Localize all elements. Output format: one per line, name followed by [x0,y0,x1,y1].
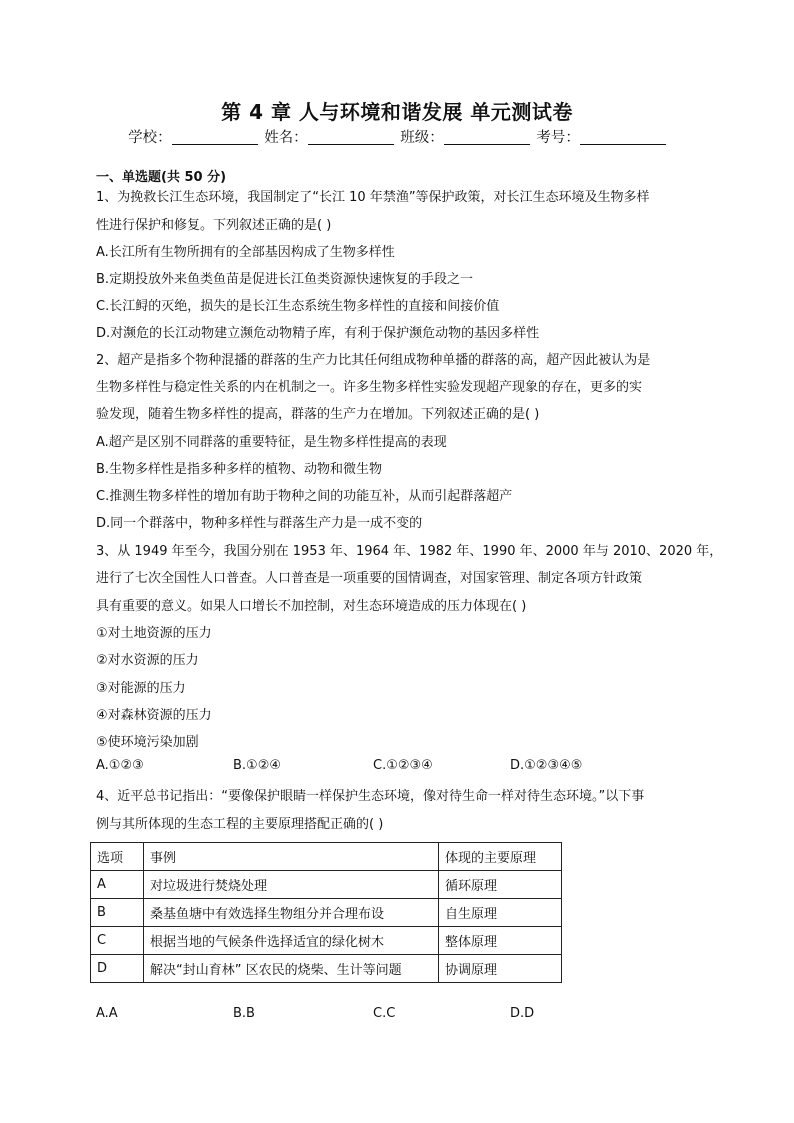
q1-stem-line: 性进行保护和修复。下列叙述正确的是( ) [96,218,332,233]
q3-stem-line: 进行了七次全国性人口普查。人口普查是一项重要的国情调查，对国家管理、制定各项方针政策 [96,571,643,586]
table-cell: D [91,955,144,983]
q3-stem-line: 3、从 1949 年至今，我国分别在 1953 年、1964 年、1982 年、1990 年、2000 年与 2010、2020 年， [96,544,723,559]
table-cell: 解决“封山育林” 区农民的烧柴、生计等问题 [144,955,439,983]
q2-option-c: C.推测生物多样性的增加有助于物种之间的功能互补，从而引起群落超产 [96,489,513,504]
q2-stem-line: 验发现，随着生物多样性的提高，群落的生产力在增加。下列叙述正确的是( ) [96,407,540,422]
table-cell: 桑基鱼塘中有效选择生物组分并合理布设 [144,899,439,927]
q2-stem-line: 生物多样性与稳定性关系的内在机制之一。许多生物多样性实验发现超产现象的存在，更多的实 [96,380,643,395]
table-row [91,927,562,955]
q3-item: ②对水资源的压力 [96,653,199,668]
q3-option-d: D.①②③④⑤ [510,758,583,773]
q2-option-d: D.同一个群落中，物种多样性与群落生产力是一成不变的 [96,516,423,531]
table-row [91,871,562,899]
q3-item: ③对能源的压力 [96,681,186,696]
q1-option-c: C.长江鲟的灭绝，损失的是长江生态系统生物多样性的直接和间接价值 [96,299,500,314]
q2-stem-line: 2、超产是指多个物种混播的群落的生产力比其任何组成物种单播的群落的高，超产因此被认为是 [96,353,651,368]
q3-item: ①对土地资源的压力 [96,626,212,641]
class-blank[interactable] [444,130,530,145]
table-cell: 自生原理 [439,899,562,927]
q4-option-b: B.B [233,1006,255,1021]
table-cell: 对垃圾进行焚烧处理 [144,871,439,899]
table-row [91,955,562,983]
table-cell: A [91,871,144,899]
table-cell: C [91,927,144,955]
table-cell: 整体原理 [439,927,562,955]
table-cell: 协调原理 [439,955,562,983]
exam-number-label: 考号： [536,130,580,146]
q2-option-b: B.生物多样性是指多种多样的植物、动物和微生物 [96,462,383,477]
table-header-cell: 选项 [91,843,144,871]
table-cell: 根据当地的气候条件选择适宜的绿化树木 [144,927,439,955]
q2-option-a: A.超产是区别不同群落的重要特征，是生物多样性提高的表现 [96,435,447,450]
q3-item: ⑤使环境污染加剧 [96,735,199,750]
q3-stem-line: 具有重要的意义。如果人口增长不加控制，对生态环境造成的压力体现在( ) [96,599,527,614]
student-info-line [0,126,794,147]
q3-option-b: B.①②④ [233,758,282,773]
school-label: 学校： [128,130,172,146]
q1-stem-line: 1、为挽救长江生态环境，我国制定了“长江 10 年禁渔”等保护政策，对长江生态环境及生物多样 [96,190,650,205]
table-row [91,899,562,927]
table-header-row [91,843,562,871]
q4-option-c: C.C [373,1006,396,1021]
exam-number-blank[interactable] [580,130,666,145]
q3-option-a: A.①②③ [96,758,144,773]
q4-option-d: D.D [510,1006,535,1021]
table-header-cell: 体现的主要原理 [439,843,562,871]
name-blank[interactable] [308,130,394,145]
table-header-cell: 事例 [144,843,439,871]
school-blank[interactable] [172,130,258,145]
name-label: 姓名： [264,130,308,146]
q3-item: ④对森林资源的压力 [96,708,212,723]
class-label: 班级： [400,130,444,146]
table-cell: 循环原理 [439,871,562,899]
q3-option-c: C.①②③④ [373,758,433,773]
q1-option-a: A.长江所有生物所拥有的全部基因构成了生物多样性 [96,245,395,260]
table-cell: B [91,899,144,927]
q4-table [90,842,562,983]
q4-stem-line: 4、近平总书记指出：“要像保护眼睛一样保护生态环境，像对待生命一样对待生态环境。”以下事 [96,789,645,804]
page-title: 第 4 章 人与环境和谐发展 单元测试卷 [221,100,573,124]
q4-stem-line: 例与其所体现的生态工程的主要原理搭配正确的( ) [96,817,384,832]
q4-option-a: A.A [96,1006,118,1021]
section-heading: 一、单选题(共 50 分) [96,170,227,185]
q1-option-b: B.定期投放外来鱼类鱼苗是促进长江鱼类资源快速恢复的手段之一 [96,272,474,287]
q1-option-d: D.对濒危的长江动物建立濒危动物精子库，有利于保护濒危动物的基因多样性 [96,326,540,341]
